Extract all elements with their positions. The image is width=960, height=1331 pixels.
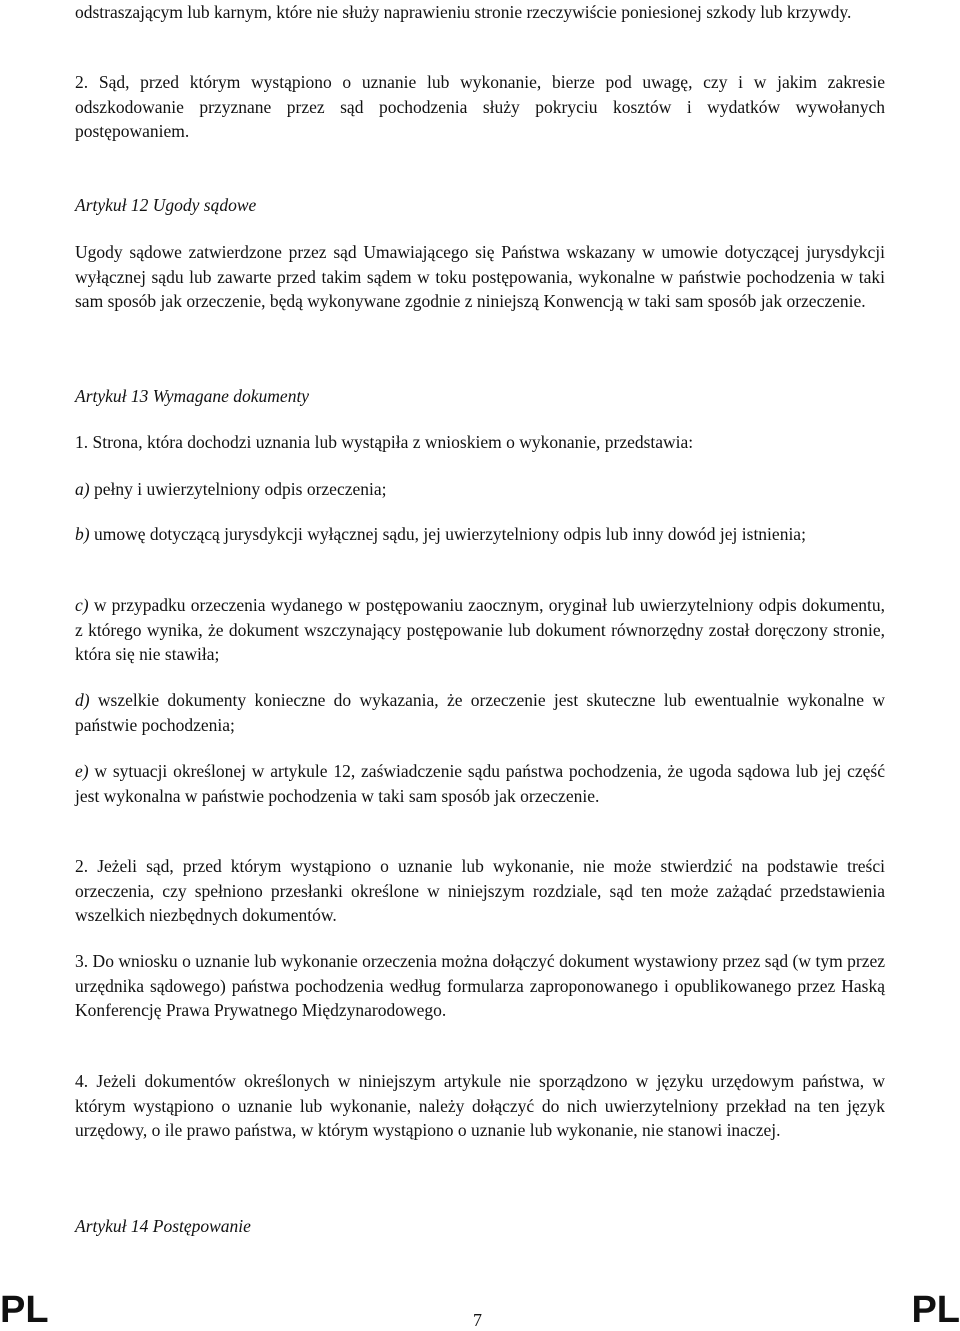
item-label: b) bbox=[75, 524, 90, 544]
art14-heading: Artykuł 14 Postępowanie bbox=[75, 1216, 251, 1236]
item-label: a) bbox=[75, 479, 90, 499]
art13-item-e bbox=[75, 759, 885, 808]
item-label: c) bbox=[75, 595, 89, 615]
item-label: e) bbox=[75, 761, 89, 781]
page-number: 7 bbox=[473, 1310, 482, 1330]
item-text: w sytuacji określonej w artykule 12, zaświadczenie sądu państwa pochodzenia, że ugoda sądowa lub jej część jest wykonalna w państwie pochodzenia w taki sam sposób jak orzeczenie. bbox=[75, 761, 886, 806]
item-text: wszelkie dokumenty konieczne do wykazania, że orzeczenie jest skuteczne lub ewentualnie wykonalne w państwie pochodzenia; bbox=[75, 690, 886, 735]
art13-item-a bbox=[75, 477, 885, 502]
art13-paragraph-1: 1. Strona, która dochodzi uznania lub wystąpiła z wnioskiem o wykonanie, przedstawia: bbox=[75, 432, 694, 452]
art13-paragraph-2: 2. Jeżeli sąd, przed którym wystąpiono o uznanie lub wykonanie, nie może stwierdzić na podstawie treści orzeczenia, czy spełniono przesłanki określone w niniejszym rozdziale, sąd ten może zażądać przedstawienia wszelkich niezbędnych dokumentów. bbox=[75, 856, 885, 925]
art12-heading: Artykuł 12 Ugody sądowe bbox=[75, 195, 257, 215]
footer-language-code-left: PL bbox=[0, 1289, 49, 1331]
art13-item-d bbox=[75, 688, 885, 737]
top-paragraph: odstraszającym lub karnym, które nie służy naprawieniu stronie rzeczywiście poniesionej szkody lub krzywdy. bbox=[75, 2, 852, 22]
art13-paragraph-4: 4. Jeżeli dokumentów określonych w niniejszym artykule nie sporządzono w języku urzędowym państwa, w którym wystąpiono o uznanie lub wykonanie, należy dołączyć do nich uwierzytelniony przekład na ten język urzędowy, o ile prawo państwa, w którym wystąpiono o uznanie lub wykonanie, nie stanowi inaczej. bbox=[75, 1071, 885, 1140]
footer-language-code-right: PL bbox=[911, 1289, 960, 1331]
item-text: w przypadku orzeczenia wydanego w postępowaniu zaocznym, oryginał lub uwierzytelniony odpis dokumentu, z którego wynika, że dokument wszczynający postępowanie lub dokument równorzędny został doręczony stronie, która się nie stawiła; bbox=[75, 595, 885, 664]
art13-item-c bbox=[75, 593, 885, 667]
art13-item-b bbox=[75, 522, 885, 547]
art11-paragraph-2: 2. Sąd, przed którym wystąpiono o uznanie lub wykonanie, bierze pod uwagę, czy i w jakim zakresie odszkodowanie przyznane przez sąd pochodzenia służy pokryciu kosztów i wydatków wywołanych postępowaniem. bbox=[75, 72, 885, 141]
art13-paragraph-3: 3. Do wniosku o uznanie lub wykonanie orzeczenia można dołączyć dokument wystawiony przez sąd (w tym przez urzędnika sądowego) państwa pochodzenia według formularza zaproponowanego i opublikowanego przez Haską Konferencję Prawa Prywatnego Międzynarodowego. bbox=[75, 951, 885, 1020]
art12-paragraph: Ugody sądowe zatwierdzone przez sąd Umawiającego się Państwa wskazany w umowie dotyczącej jurysdykcji wyłącznej sądu lub zawarte przed takim sądem w toku postępowania, wykonalne w państwie pochodzenia w taki sam sposób jak orzeczenie, będą wykonywane zgodnie z niniejszą Konwencją w taki sam sposób jak orzeczenie. bbox=[75, 242, 885, 311]
art13-heading: Artykuł 13 Wymagane dokumenty bbox=[75, 386, 310, 406]
item-label: d) bbox=[75, 690, 90, 710]
item-text: pełny i uwierzytelniony odpis orzeczenia; bbox=[93, 479, 387, 499]
item-text: umowę dotyczącą jurysdykcji wyłącznej sądu, jej uwierzytelniony odpis lub inny dowód jej istnienia; bbox=[93, 524, 806, 544]
